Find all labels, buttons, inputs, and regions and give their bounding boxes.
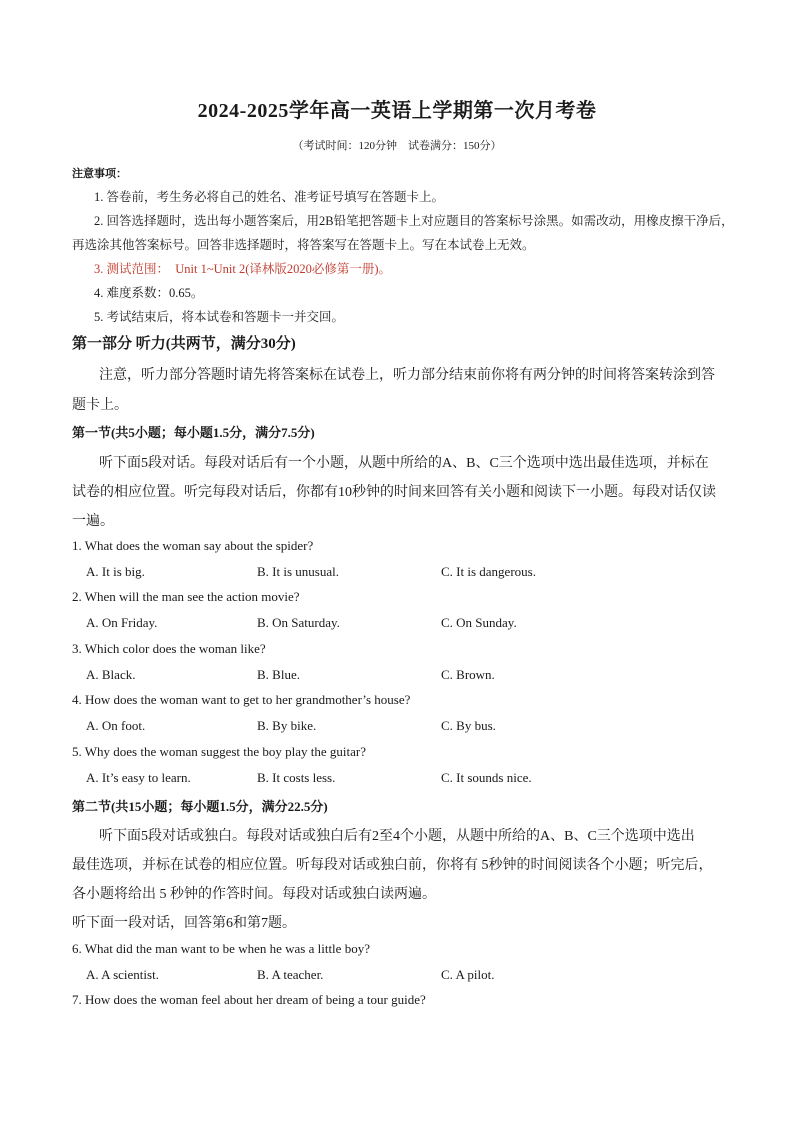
question-6: 6. What did the man want to be when he was a little boy? [72,941,370,956]
section2-prompt: 听下面一段对话，回答第6和第7题。 [72,916,296,931]
question-6-option-c: C. A pilot. [441,967,495,982]
question-4: 4. How does the woman want to get to her grandmother’s house? [72,692,411,707]
question-1-option-a: A. It is big. [86,564,145,579]
question-3-option-b: B. Blue. [257,667,300,682]
question-3-option-c: C. Brown. [441,667,495,682]
exam-info: （考试时间：120分钟 试卷满分：150分） [292,140,502,152]
question-1-option-c: C. It is dangerous. [441,564,536,579]
question-4-option-b: B. By bike. [257,718,317,733]
question-3: 3. Which color does the woman like? [72,641,266,656]
question-4-option-a: A. On foot. [86,718,146,733]
page-title: 2024-2025学年高一英语上学期第一次月考卷 [197,100,597,122]
section1-intro-line-2: 试卷的相应位置。听完每段对话后，你都有10秒钟的时间来回答有关小题和阅读下一小题。每段对话仅读 [72,485,716,500]
section2-intro-line-2: 最佳选项，并标在试卷的相应位置。听每段对话或独白前，你将有 5秒钟的时间阅读各个小题；听完后， [72,858,713,873]
question-2-option-b: B. On Saturday. [257,615,340,630]
question-5: 5. Why does the woman suggest the boy play the guitar? [72,744,367,759]
notes-item-1: 1. 答卷前，考生务必将自己的姓名、准考证号填写在答题卡上。 [94,190,445,204]
question-7: 7. How does the woman feel about her dream of being a tour guide? [72,992,426,1007]
question-6-option-a: A. A scientist. [86,967,159,982]
question-2-option-a: A. On Friday. [86,615,158,630]
question-5-option-a: A. It’s easy to learn. [86,770,191,785]
section2-intro-line-3: 各小题将给出 5 秒钟的作答时间。每段对话或独白读两遍。 [72,887,436,902]
notes-item-3: 3. 测试范围： Unit 1~Unit 2(译林版2020必修第一册)。 [94,262,392,276]
question-4-option-c: C. By bus. [441,718,496,733]
section1-heading: 第一节(共5小题；每小题1.5分，满分7.5分) [72,425,315,440]
question-1: 1. What does the woman say about the spider? [72,538,314,553]
notes-item-2-cont: 再选涂其他答案标号。回答非选择题时，将答案写在答题卡上。写在本试卷上无效。 [72,238,535,252]
question-6-option-b: B. A teacher. [257,967,324,982]
part1-intro-line-1: 注意，听力部分答题时请先将答案标在试卷上，听力部分结束前你将有两分钟的时间将答案转涂到答 [99,368,715,383]
question-5-option-b: B. It costs less. [257,770,336,785]
question-2: 2. When will the man see the action movie? [72,589,300,604]
notes-heading: 注意事项： [72,168,127,180]
notes-item-4: 4. 难度系数：0.65。 [94,286,204,300]
notes-item-2: 2. 回答选择题时，选出每小题答案后，用2B铅笔把答题卡上对应题目的答案标号涂黑。如需改动，用橡皮擦干净后， [94,214,734,228]
question-3-option-a: A. Black. [86,667,136,682]
section2-heading: 第二节(共15小题；每小题1.5分，满分22.5分) [72,799,328,814]
question-2-option-c: C. On Sunday. [441,615,517,630]
question-5-option-c: C. It sounds nice. [441,770,532,785]
section1-intro-line-3: 一遍。 [72,514,114,529]
notes-item-5: 5. 考试结束后，将本试卷和答题卡一并交回。 [94,310,345,324]
question-1-option-b: B. It is unusual. [257,564,339,579]
part1-heading: 第一部分 听力(共两节，满分30分) [72,336,296,352]
section1-intro-line-1: 听下面5段对话。每段对话后有一个小题，从题中所给的A、B、C三个选项中选出最佳选项，并标在 [99,456,709,471]
section2-intro-line-1: 听下面5段对话或独白。每段对话或独白后有2至4个小题，从题中所给的A、B、C三个选项中选出 [99,829,695,844]
part1-intro-line-2: 题卡上。 [72,398,128,413]
